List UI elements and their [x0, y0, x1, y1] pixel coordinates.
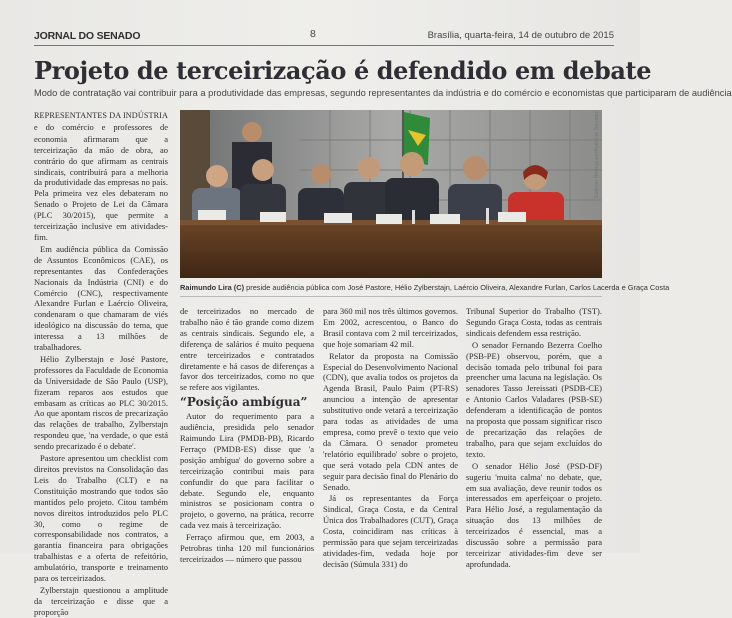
header-rule: [34, 45, 614, 46]
body-paragraph: Autor do requerimento para a audiência, presidida pelo senador Raimundo Lira (PMDB-PB), Ricardo Ferraço (PMDB-ES) disse que 'a posição ambígua' do governo sobre a terceirização contribui mais para confundir do que para facilitar o debate. Segundo ele, enquanto ministros se posicionam contra o projeto, o governo, na prática, recorre cada vez mais à terceirização.: [180, 411, 314, 531]
hearing-photo: [180, 110, 602, 278]
body-paragraph: Pastore apresentou um checklist com direitos previstos na Consolidação das Leis do Trabalho (CLT) e na Constituição mostrando que todos são mantidos pelo projeto. Citou também novos direitos introduzidos pelo PLC 30, como o regime de corresponsabilidade nos contratos, a garantia financeira para obrigações trabalhistas e a oferta de refeitório, ambulatório, transporte e treinamento para os terceirizados.: [34, 453, 168, 584]
body-paragraph: Hélio Zylberstajn e José Pastore, professores da Faculdade de Economia da Universidade de São Paulo (USP), fizeram reparos aos estudos que embasam as críticas ao PLC 30/2015. Ao que apontam riscos de precarização das relações de trabalho, Zylberstajn respondeu que, 'na verdade, o que está sendo precarizado é o debate'.: [34, 353, 168, 452]
intertitle: “Posição ambígua”: [180, 395, 308, 410]
article-photo: [180, 110, 602, 278]
section-name: JORNAL DO SENADO: [34, 30, 141, 42]
lead-text: do comércio e professores de economia afirmaram que a terceirização da mão de obra, ao contrário do que afirmam as centrais sindicais, contribuirá para a melhoria da produtividade das empresas no país. Pela primeira vez eles debateram no Senado o Projeto de Lei da Câmara (PLC 30/2015), que permite a terceirização inclusive em atividades-fim.: [34, 121, 168, 242]
lead-caps: REPRESENTANTES DA INDÚSTRIA e: [34, 111, 168, 132]
body-paragraph: Em audiência pública da Comissão de Assuntos Econômicos (CAE), os representantes das Confederações Nacionais da Indústria (CNI) e do Comércio (CNC), respectivamente Alexandre Furlan e Laércio Oliveira, condenaram o que chamaram de viés ideológico na discussão do tema, que interessa a 13 milhões de trabalhadores.: [34, 243, 168, 353]
caption-name: Raimundo Lira (C): [180, 283, 245, 292]
column-3: [323, 306, 458, 569]
body-paragraph: Tribunal Superior do Trabalho (TST). Segundo Graça Costa, todas as centrais sindicais defendem essa restrição.: [466, 306, 602, 338]
dateline: Brasília, quarta-feira, 14 de outubro de 2015: [427, 30, 614, 41]
page-number: 8: [310, 28, 316, 40]
body-paragraph: para 360 mil nos três últimos governos. Em 2002, acrescentou, o Banco do Brasil contava com 2 mil terceirizados, que hoje somariam 42 mil.: [323, 306, 458, 349]
subhead: Modo de contratação vai contribuir para a produtividade das empresas, segundo representantes da indústria e do comércio e economistas que participaram de audiência: [34, 88, 732, 98]
photo-caption: [180, 283, 670, 292]
page-header: [34, 30, 614, 44]
column-1: [34, 110, 168, 617]
lead-paragraph: [34, 110, 168, 243]
body-paragraph: O senador Hélio José (PSD-DF) sugeriu 'muita calma' no debate, que, em sua avaliação, deve reunir todos os interessados em aperfeiçoar o projeto. Para Hélio José, a regulamentação da situação dos 13 milhões de terceirizados é essencial, mas a discussão sobre a permissão para terceirizar atividades-fim deve ser aprofundada.: [466, 460, 602, 569]
caption-text: preside audiência pública com José Pastore, Hélio Zylberstajn, Laércio Oliveira, Alexandre Furlan, Carlos Lacerda e Graça Costa: [246, 283, 670, 292]
body-paragraph: Ferraço afirmou que, em 2003, a Petrobras tinha 120 mil funcionários terceirizados — número que passou: [180, 532, 314, 564]
caption-rule: [180, 296, 602, 297]
column-2: [180, 306, 314, 564]
body-paragraph: Já os representantes da Força Sindical, Graça Costa, e da Central Única dos Trabalhadores (CUT), Graça Costa, coincidiram nas críticas à permissão para que sejam terceirizadas atividades-fim, vedada hoje por decisão (Súmula 331) do: [323, 493, 458, 569]
photo-credit: Edilson Rodrigues/Agência Senado: [594, 111, 600, 198]
body-paragraph: O senador Fernando Bezerra Coelho (PSB-PE) observou, porém, que a decisão tomada pelo tribunal foi para preencher uma lacuna na legislação. Os senadores Tasso Jereissati (PSDB-CE) e Antonio Carlos Valadares (PSB-SE) defenderam a identificação de pontos na proposta que possam significar risco de precarização das relações de trabalho, para que sejam excluídos do texto.: [466, 339, 602, 459]
body-paragraph: Relator da proposta na Comissão Especial do Desenvolvimento Nacional (CDN), que avalia todos os projetos da Agenda Brasil, Paulo Paim (PT-RS) anunciou a intenção de apresentar substitutivo onde vetará a terceirização para todas as atividades de uma empresa, como prevê o texto que veio da Câmara. O senador prometeu 'relatório equilibrado' sobre o projeto, que será votado pela CDN antes de seguir para decisão final do Plenário do Senado.: [323, 350, 458, 492]
body-paragraph: de terceirizados no mercado de trabalho não é tão grande como dizem as centrais sindicais. Segundo ele, a diferença de salários é muito pequena entre terceirizados e contratados diretamente e há casos de diferenças a favor dos terceirizados, como no que se refere aos vigilantes.: [180, 306, 314, 393]
column-4: [466, 306, 602, 569]
headline: Projeto de terceirização é defendido em debate: [34, 56, 652, 85]
body-paragraph: Zylberstajn questionou a amplitude da terceirização e disse que a proporção: [34, 584, 168, 617]
